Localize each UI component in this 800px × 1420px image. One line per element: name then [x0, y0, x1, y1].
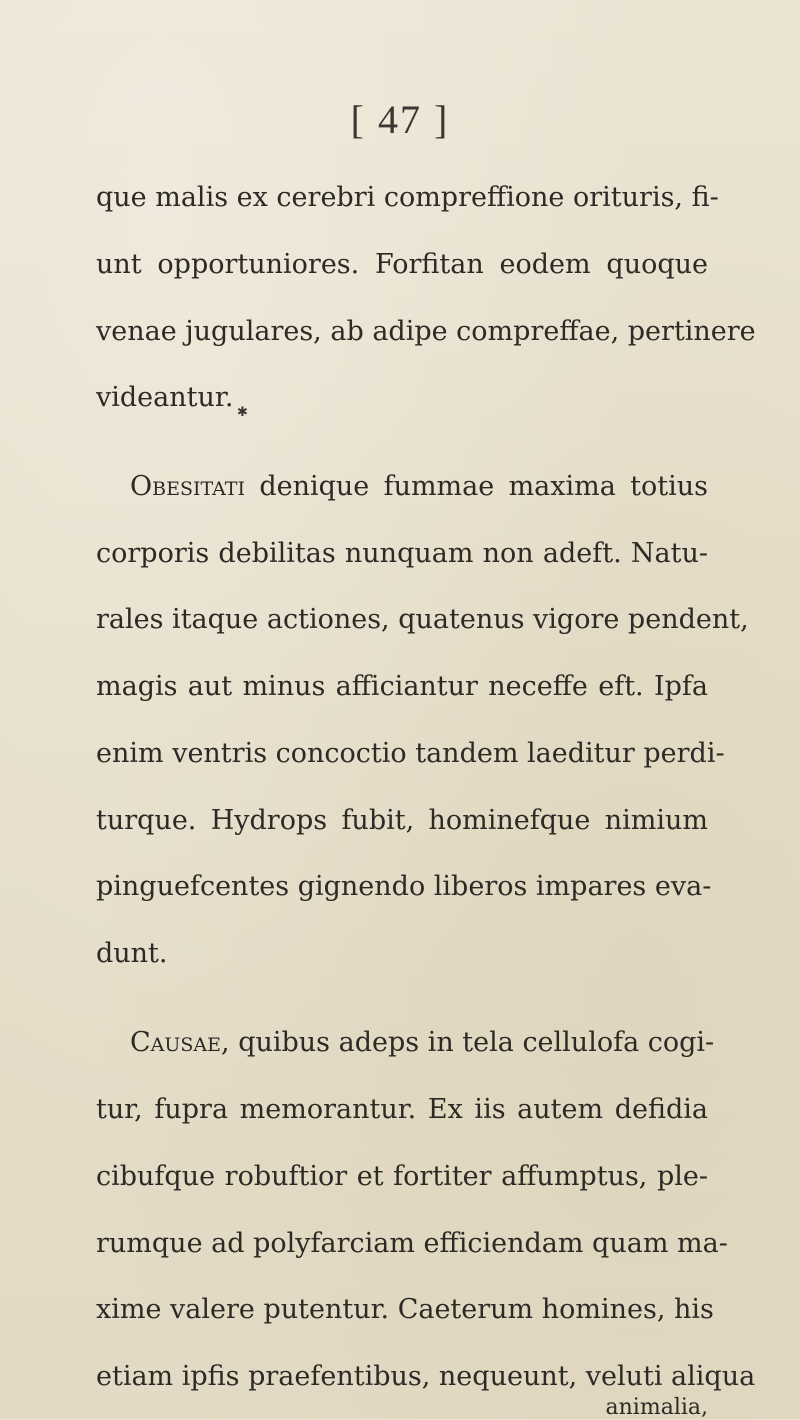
- text-line: que malis ex cerebri compreffione orituris, fi-: [96, 182, 719, 213]
- text-line: pinguefcentes gignendo liberos impares eva-: [96, 871, 712, 902]
- text-line: xime valere putentur. Caeterum homines, his: [96, 1294, 714, 1325]
- text-line: rumque ad polyfarciam efficiendam quam ma-: [96, 1228, 728, 1259]
- text-line: venae jugulares, ab adipe compreffae, pertinere: [96, 316, 756, 347]
- paragraph-start-line: [130, 470, 708, 504]
- text-line: dunt.: [96, 938, 168, 969]
- text-line: rales itaque actiones, quatenus vigore pendent,: [96, 604, 749, 635]
- paragraph-lead-word: Obesitati: [130, 471, 245, 502]
- text-line: enim ventris concoctio tandem laeditur perdi-: [96, 738, 725, 769]
- text-line: quibus adeps in tela cellulofa cogi-: [238, 1027, 715, 1058]
- text-line: corporis debilitas nunquam non adeft. Natu-: [96, 538, 708, 569]
- text-line: tur, fupra memorantur. Ex iis autem defidia: [96, 1094, 708, 1125]
- text-line: cibufque robuftior et fortiter affumptus, ple-: [96, 1161, 708, 1192]
- ink-mark-icon: ✱: [237, 405, 248, 420]
- text-line: unt opportuniores. Forfitan eodem quoque: [96, 249, 708, 280]
- text-line: magis aut minus afficiantur neceffe eft. Ipfa: [96, 671, 708, 702]
- text-line: etiam ipfis praefentibus, nequeunt, veluti aliqua: [96, 1361, 756, 1392]
- catchword: animalia,: [605, 1395, 708, 1420]
- text-line: videantur.: [96, 382, 234, 413]
- paragraph-start-line: [130, 1026, 715, 1060]
- text-line: denique fummae maxima totius: [259, 471, 708, 502]
- paragraph-lead-word: Causae,: [130, 1027, 230, 1058]
- text-line: turque. Hydrops fubit, hominefque nimium: [96, 805, 708, 836]
- page-number: [ 47 ]: [350, 97, 450, 142]
